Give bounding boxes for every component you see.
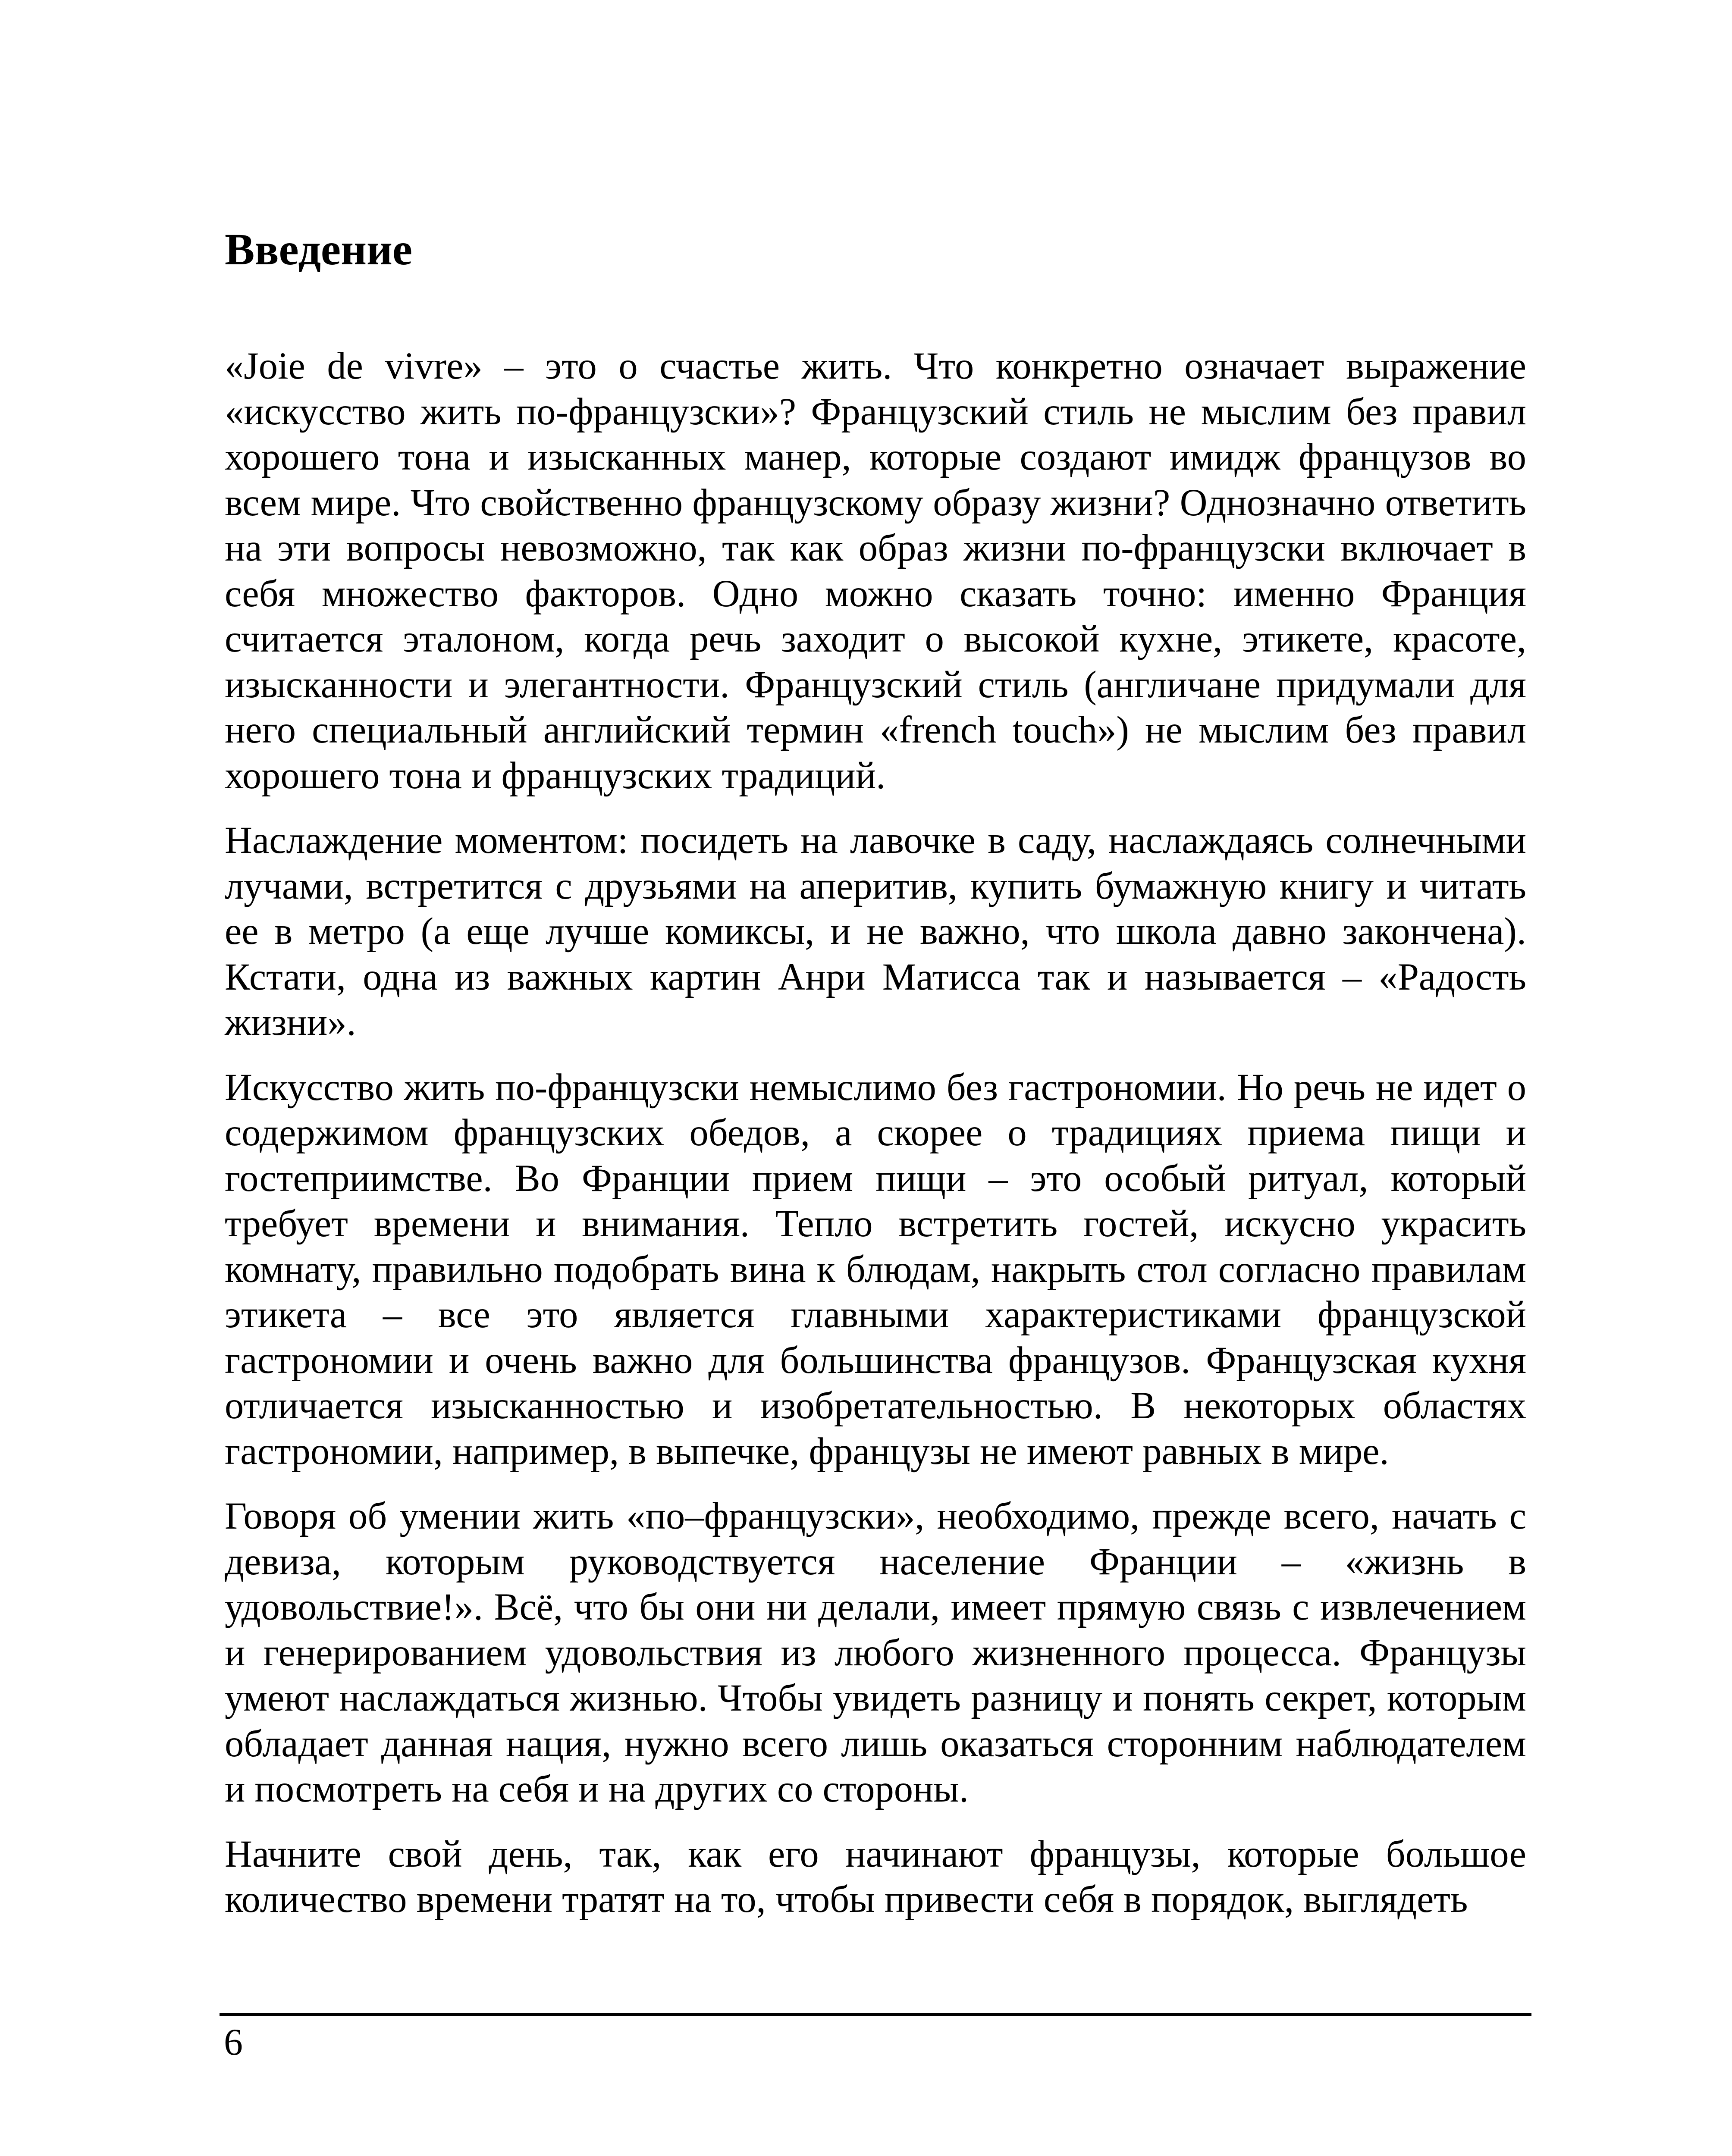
chapter-heading: Введение <box>225 225 413 274</box>
paragraph-motto: Говоря об умении жить «по–французски», необходимо, прежде всего, начать с девиза, которым руководствуется население Франции – «жизнь в удовольствие!». Всё, что бы они ни делали, имеет прямую связь с извлечением и генерированием удовольствия из любого жизненного процесса. Французы умеют наслаждаться жизнью. Чтобы увидеть разницу и понять секрет, которым обладает данная нация, нужно всего лишь оказаться сторонним наблюдателем и посмотреть на себя и на других со стороны. <box>225 1495 1526 1810</box>
page-number: 6 <box>224 2021 243 2063</box>
paragraph-enjoying-moment: Наслаждение моментом: посидеть на лавочке в саду, наслаждаясь солнечными лучами, встретится с друзьями на аперитив, купить бумажную книгу и читать ее в метро (а еще лучше комиксы, и не важно, что школа давно закончена). Кстати, одна из важных картин Анри Матисса так и называется – «Радость жизни». <box>225 819 1526 1044</box>
paragraph-start-day: Начните свой день, так, как его начинают французы, которые большое количество времени тратят на то, чтобы привести себя в порядок, выглядеть <box>225 1833 1526 1921</box>
paragraph-joie-de-vivre: «Joie de vivre» – это о счастье жить. Что конкретно означает выражение «искусство жить по-французски»? Французский стиль не мыслим без правил хорошего тона и изысканных манер, которые создают имидж французов во всем мире. Что свойственно французскому образу жизни? Однозначно ответить на эти вопросы невозможно, так как образ жизни по-французски включает в себя множество факторов. Одно можно сказать точно: именно Франция считается эталоном, когда речь заходит о высокой кухне, этикете, красоте, изысканности и элегантности. Французский стиль (англичане придумали для него специальный английский термин «french touch») не мыслим без правил хорошего тона и французских традиций. <box>225 345 1526 797</box>
footer-divider <box>220 2013 1531 2016</box>
paragraph-gastronomy: Искусство жить по-французски немыслимо без гастрономии. Но речь не идет о содержимом французских обедов, а скорее о традициях приема пищи и гостеприимстве. Во Франции прием пищи – это особый ритуал, который требует времени и внимания. Тепло встретить гостей, искусно украсить комнату, правильно подобрать вина к блюдам, накрыть стол согласно правилам этикета – все это является главными характеристиками французской гастрономии и очень важно для большинства французов. Французская кухня отличается изысканностью и изобретательностью. В некоторых областях гастрономии, например, в выпечке, французы не имеют равных в мире. <box>225 1066 1526 1473</box>
body-text <box>225 344 1526 1942</box>
